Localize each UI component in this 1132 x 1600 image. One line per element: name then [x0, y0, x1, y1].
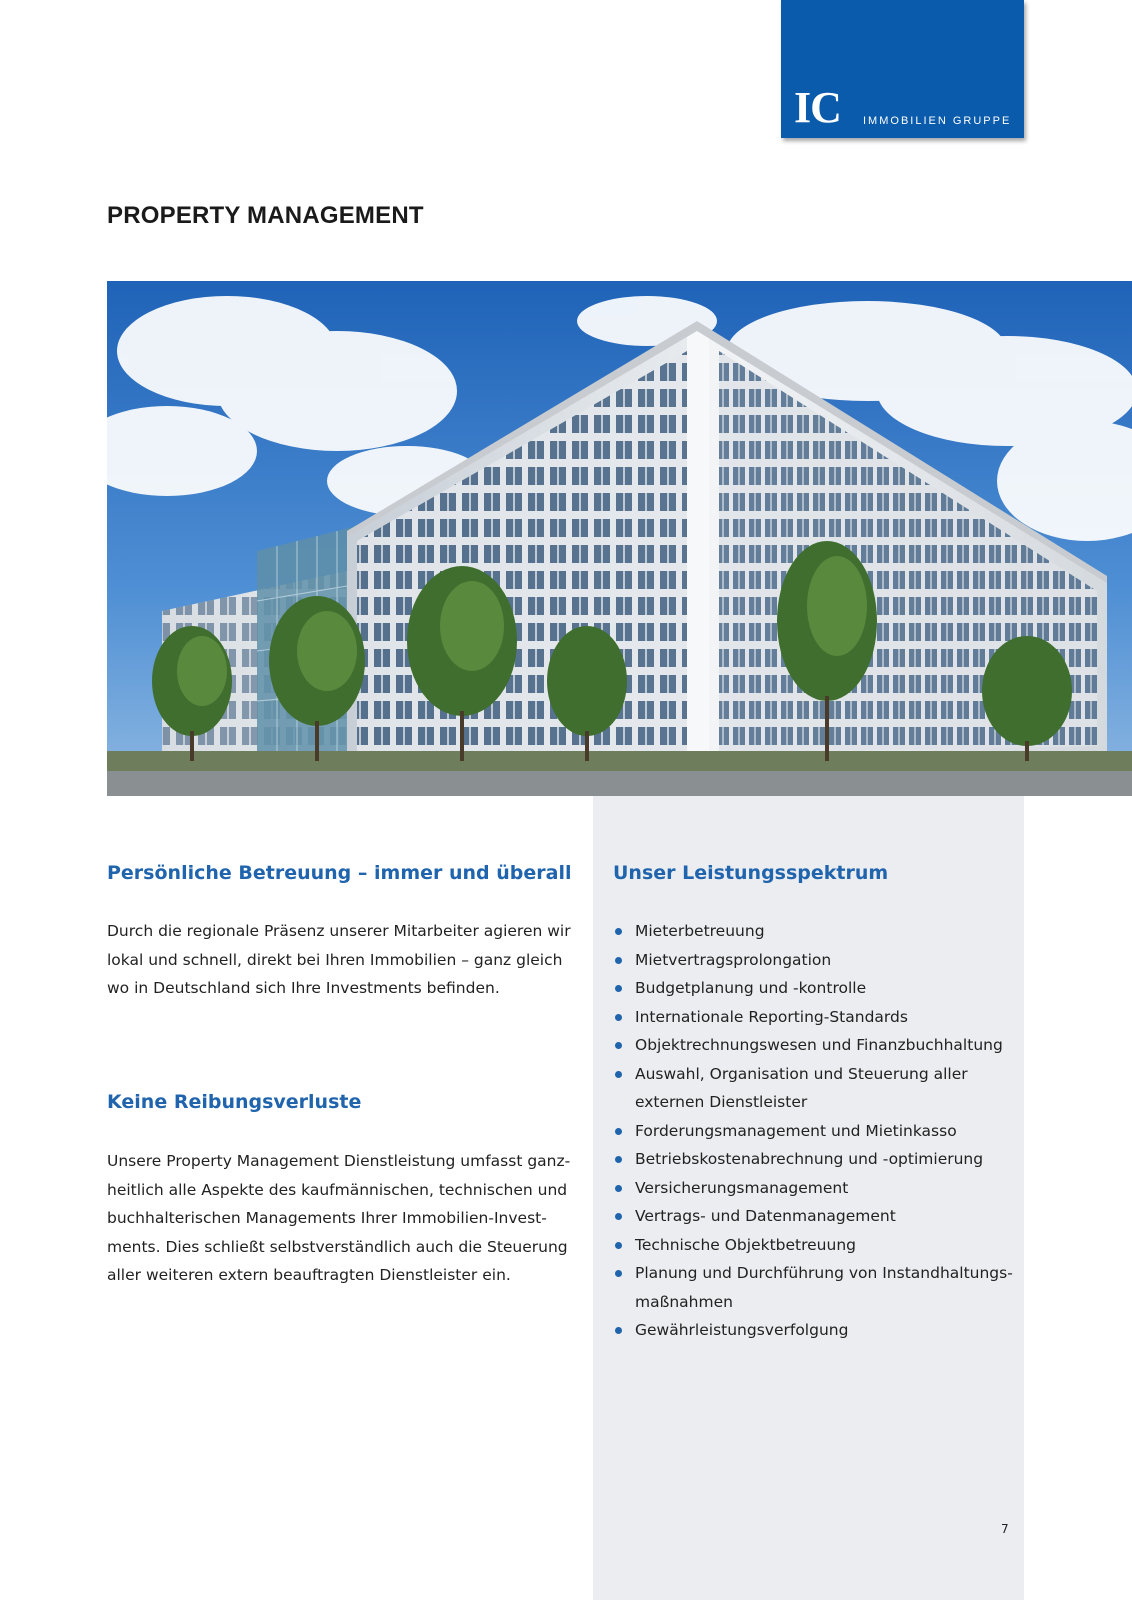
list-item-text: Forderungsmanagement und Mietinkasso	[635, 1121, 957, 1140]
text-line: Durch die regionale Präsenz unserer Mitarbeiter agieren wir	[107, 922, 571, 940]
list-item	[613, 1003, 1013, 1032]
bullet-icon	[615, 1242, 622, 1249]
section-body-no-friction	[107, 1147, 571, 1290]
list-item	[613, 1316, 1013, 1345]
list-item-text: Auswahl, Organisation und Steuerung aller	[635, 1064, 968, 1083]
list-item-text: Vertrags- und Datenmanagement	[635, 1207, 896, 1225]
list-item-text: Objektrechnungswesen und Finanzbuchhaltung	[635, 1036, 1003, 1054]
services-list	[613, 917, 1013, 1345]
text-line: Unsere Property Management Dienstleistung umfasst ganz-	[107, 1152, 571, 1170]
list-item	[613, 1202, 1013, 1231]
list-item	[613, 974, 1013, 1003]
page-number: 7	[1001, 1522, 1009, 1536]
bullet-icon	[615, 1042, 622, 1049]
list-item-text: Gewährleistungsverfolgung	[635, 1321, 849, 1339]
list-item-text: Internationale Reporting-Standards	[635, 1007, 908, 1026]
logo-ic-text: IC	[794, 83, 841, 132]
bullet-icon	[615, 1270, 622, 1277]
text-line: ments. Dies schließt selbstverständlich auch die Steuerung	[107, 1237, 568, 1256]
bullet-icon	[615, 928, 622, 935]
list-item	[613, 917, 1013, 946]
text-line: wo in Deutschland sich Ihre Investments befinden.	[107, 979, 500, 997]
list-item-text: Technische Objektbetreuung	[635, 1235, 856, 1254]
list-item	[613, 1174, 1013, 1203]
section-body-personal-care	[107, 917, 571, 1003]
company-logo	[781, 0, 1024, 138]
list-item	[613, 1117, 1013, 1146]
page-title: PROPERTY MANAGEMENT	[107, 202, 424, 229]
bullet-icon	[615, 1185, 622, 1192]
bullet-icon	[615, 1128, 622, 1135]
list-item-text: Planung und Durchführung von Instandhaltungs-	[635, 1264, 1013, 1282]
text-line: aller weiteren extern beauftragten Dienstleister ein.	[107, 1266, 511, 1284]
list-item	[613, 1060, 1013, 1117]
list-item-text-continued: maßnahmen	[635, 1292, 733, 1311]
section-heading-no-friction: Keine Reibungsverluste	[107, 1091, 362, 1113]
list-item	[613, 1145, 1013, 1174]
bullet-icon	[615, 1156, 622, 1163]
text-line: lokal und schnell, direkt bei Ihren Immobilien – ganz gleich	[107, 950, 563, 969]
bullet-icon	[615, 985, 622, 992]
text-line: buchhalterischen Managements Ihrer Immobilien-Invest-	[107, 1209, 547, 1227]
list-item-text: Mietvertragsprolongation	[635, 950, 832, 969]
list-item	[613, 1031, 1013, 1060]
logo-subtitle: IMMOBILIEN GRUPPE	[863, 115, 1012, 127]
text-line: heitlich alle Aspekte des kaufmännischen, technischen und	[107, 1180, 568, 1199]
bullet-icon	[615, 1071, 622, 1078]
list-item	[613, 1259, 1013, 1316]
bullet-icon	[615, 1014, 622, 1021]
list-item-text: Betriebskostenabrechnung und -optimierung	[635, 1150, 984, 1168]
bullet-icon	[615, 1327, 622, 1334]
list-item	[613, 1231, 1013, 1260]
list-item-text-continued: externen Dienstleister	[635, 1093, 808, 1111]
list-item-text: Versicherungsmanagement	[635, 1178, 849, 1197]
list-item-text: Mieterbetreuung	[635, 922, 765, 940]
building-photo	[107, 281, 1132, 796]
list-item	[613, 946, 1013, 975]
bullet-icon	[615, 957, 622, 964]
section-heading-personal-care: Persönliche Betreuung – immer und überall	[107, 862, 572, 884]
bullet-icon	[615, 1213, 622, 1220]
list-item-text: Budgetplanung und -kontrolle	[635, 979, 867, 997]
section-heading-services: Unser Leistungsspektrum	[613, 862, 889, 884]
